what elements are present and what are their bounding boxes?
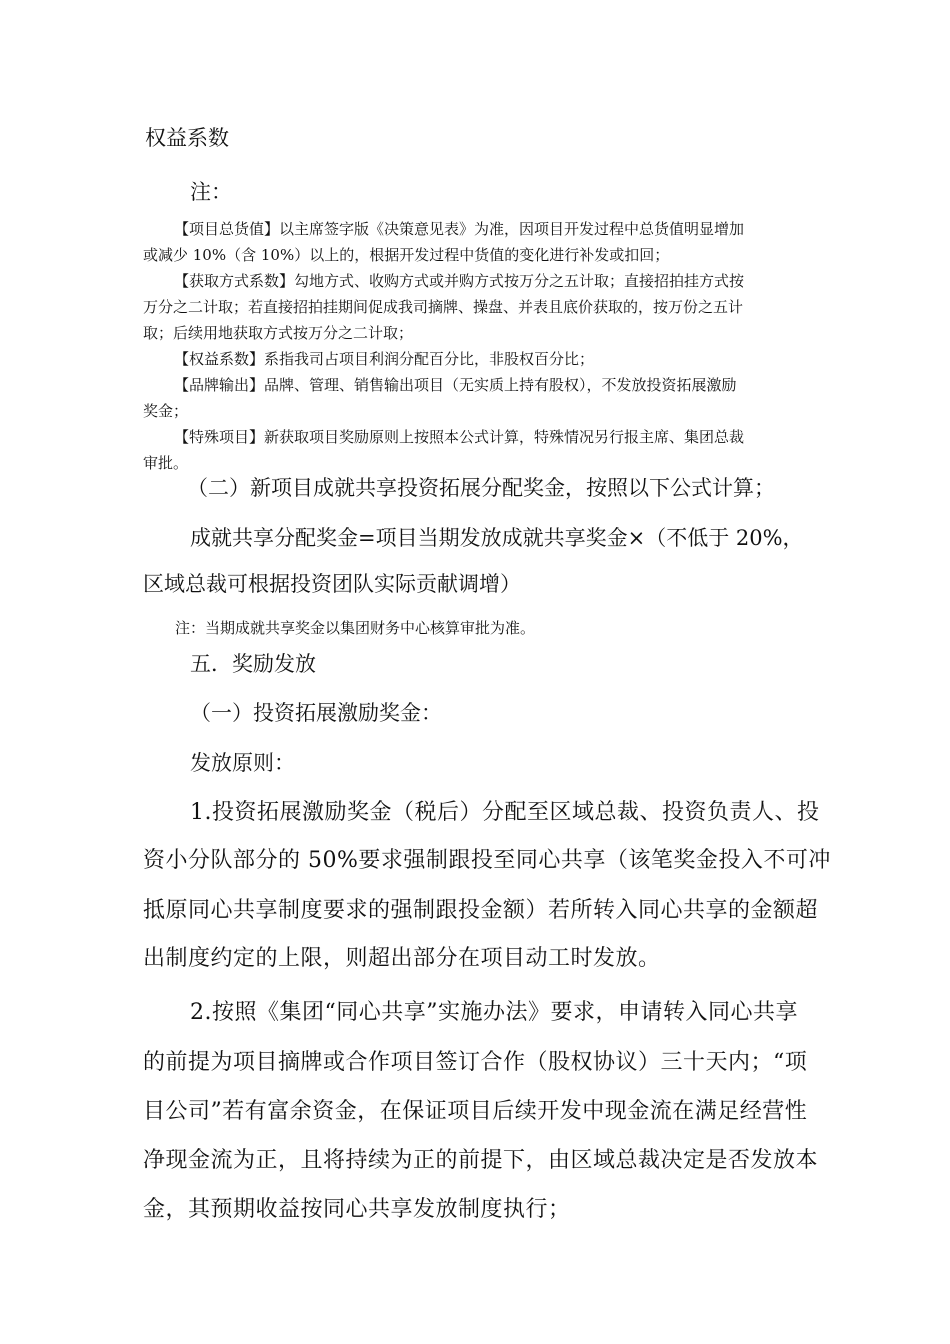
item-2-line: 金，其预期收益按同心共享发放制度执行； (143, 1197, 571, 1222)
note-line: 取；后续用地获取方式按万分之二计取； (143, 324, 414, 342)
item-2-line: 目公司”若有富余资金，在保证项目后续开发中现金流在满足经营性 (143, 1099, 808, 1124)
note-label: 注： (190, 180, 232, 204)
sub-section-heading: （一）投资拓展激励奖金： (190, 701, 442, 725)
item-1-line: 1.投资拓展激励奖金（税后）分配至区域总裁、投资负责人、投 (190, 800, 820, 825)
equity-coefficient-heading: 权益系数 (145, 126, 229, 150)
note-line: 【品牌输出】品牌、管理、销售输出项目（无实质上持有股权），不发放投资拓展激励 (174, 376, 737, 394)
item-2-line: 2.按照《集团“同心共享”实施办法》要求，申请转入同心共享 (190, 1000, 798, 1025)
section-two-heading: （二）新项目成就共享投资拓展分配奖金，按照以下公式计算； (187, 476, 775, 500)
item-1-line: 资小分队部分的 50%要求强制跟投至同心共享（该笔奖金投入不可冲 (143, 848, 831, 873)
note-line: 审批。 (143, 454, 189, 472)
item-1-line: 出制度约定的上限，则超出部分在项目动工时发放。 (143, 946, 661, 971)
note-line: 【权益系数】系指我司占项目利润分配百分比，非股权百分比； (174, 350, 595, 368)
section-five-heading: 五．奖励发放 (190, 652, 316, 676)
formula-line: 成就共享分配奖金=项目当期发放成就共享奖金×（不低于 20%， (190, 526, 804, 550)
item-1-line: 抵原同心共享制度要求的强制跟投金额）若所转入同心共享的金额超 (143, 898, 819, 923)
principle-heading: 发放原则： (190, 751, 295, 775)
note-line: 或减少 10%（含 10%）以上的，根据开发过程中货值的变化进行补发或扣回； (143, 246, 670, 264)
formula-line: 区域总裁可根据投资团队实际贡献调增） (143, 572, 521, 596)
item-2-line: 净现金流为正，且将持续为正的前提下，由区域总裁决定是否发放本 (143, 1148, 819, 1173)
note-line: 【获取方式系数】勾地方式、收购方式或并购方式按万分之五计取；直接招拍挂方式按 (174, 272, 745, 290)
note-line: 万分之二计取；若直接招拍挂期间促成我司摘牌、操盘、并表且底价获取的，按万份之五计 (143, 298, 744, 316)
note-line: 【特殊项目】新获取项目奖励原则上按照本公式计算，特殊情况另行报主席、集团总裁 (174, 428, 745, 446)
note-line: 奖金； (143, 402, 189, 420)
item-2-line: 的前提为项目摘牌或合作项目签订合作（股权协议）三十天内；“项 (143, 1050, 808, 1075)
formula-note: 注：当期成就共享奖金以集团财务中心核算审批为准。 (175, 619, 536, 637)
note-line: 【项目总货值】以主席签字版《决策意见表》为准，因项目开发过程中总货值明显增加 (174, 220, 745, 238)
